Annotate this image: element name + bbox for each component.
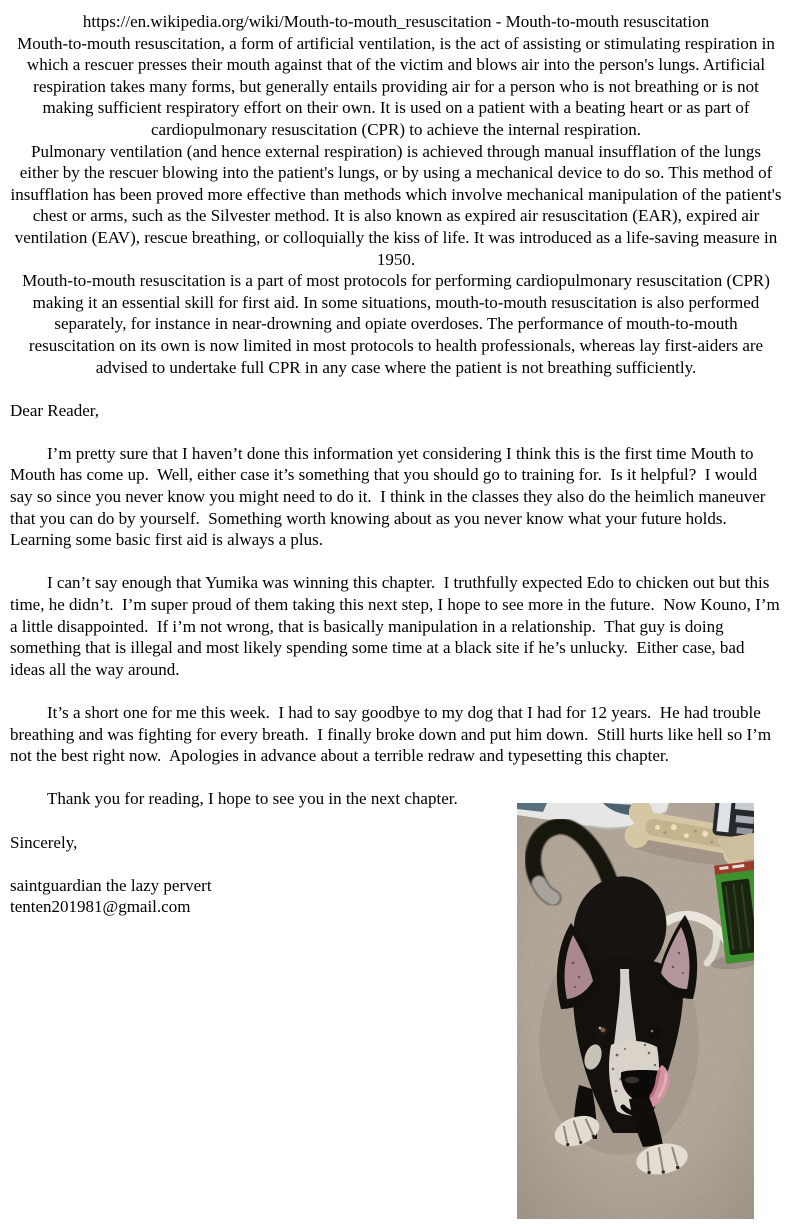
dog-photo: [517, 803, 754, 1219]
letter-paragraph-2: I can’t say enough that Yumika was winning this chapter. I truthfully expected Edo to chicken out but this time, he didn’t. I’m super proud of them taking this next step, I hope to see more in the future. Now Kouno, I’m a little disappointed. If i’m not wrong, that is basically manipulation in a relationship. That guy is doing something that is illegal and most likely spending some time at a black site if he’s unlucky. Either case, bad ideas all the way around.: [10, 573, 784, 679]
can: [712, 803, 754, 839]
thanks-line: Thank you for reading, I hope to see you in the next chapter.: [47, 789, 458, 809]
salutation: Dear Reader,: [10, 400, 99, 420]
source-url-line: https://en.wikipedia.org/wiki/Mouth-to-mouth_resuscitation - Mouth-to-mouth resuscitation: [82, 12, 710, 31]
letter-paragraph-1: I’m pretty sure that I haven’t done this information yet considering I think this is the first time Mouth to Mouth has come up. Well, either case it’s something that you should go to training for. Is it helpful? I would say so since you never know you might need to do it. I think in the classes they also do the heimlich maneuver that you can do by yourself. Something worth knowing about as you never know what your future holds. Learning some basic first aid is always a plus.: [10, 443, 770, 550]
signature-email: tenten201981@gmail.com: [10, 897, 191, 917]
signature-name: saintguardian the lazy pervert: [10, 875, 212, 895]
closing: Sincerely,: [10, 832, 78, 852]
letter-paragraph-3: It’s a short one for me this week. I had to say goodbye to my dog that I had for 12 years. He had trouble breathing and was fighting for every breath. I finally broke down and put him down. Still hurts like hell so I’m not the best right now. Apologies in advance about a terrible redraw and typesetting this chapter.: [10, 703, 776, 766]
wiki-excerpt: [10, 11, 782, 378]
wiki-paragraph-3: Mouth-to-mouth resuscitation is a part of most protocols for performing cardiopulmonary resuscitation (CPR) making it an essential skill for first aid. In some situations, mouth-to-mouth resuscitation is also performed separately, for instance in near-drowning and opiate overdoses. The performance of mouth-to-mouth resuscitation on its own is now limited in most protocols to health professionals, whereas lay first-aiders are advised to undertake full CPR in any case where the patient is not breathing sufficiently.: [22, 271, 770, 377]
wiki-paragraph-2: Pulmonary ventilation (and hence external respiration) is achieved through manual insufflation of the lungs either by the rescuer blowing into the patient's lungs, or by using a mechanical device to do so. This method of insufflation has been proved more effective than methods which involve mechanical manipulation of the patient's chest or arms, such as the Silvester method. It is also known as expired air resuscitation (EAR), expired air ventilation (EAV), rescue breathing, or colloquially the kiss of life. It was introduced as a life-saving measure in 1950.: [10, 141, 782, 269]
wiki-paragraph-1: Mouth-to-mouth resuscitation, a form of artificial ventilation, is the act of assisting or stimulating respiration in which a rescuer presses their mouth against that of the victim and blows air into the person's lungs. Artificial respiration takes many forms, but generally entails providing air for a person who is not breathing or is not making sufficient respiratory effort on their own. It is used on a patient with a beating heart or as part of cardiopulmonary resuscitation (CPR) to achieve the internal respiration.: [17, 33, 775, 139]
